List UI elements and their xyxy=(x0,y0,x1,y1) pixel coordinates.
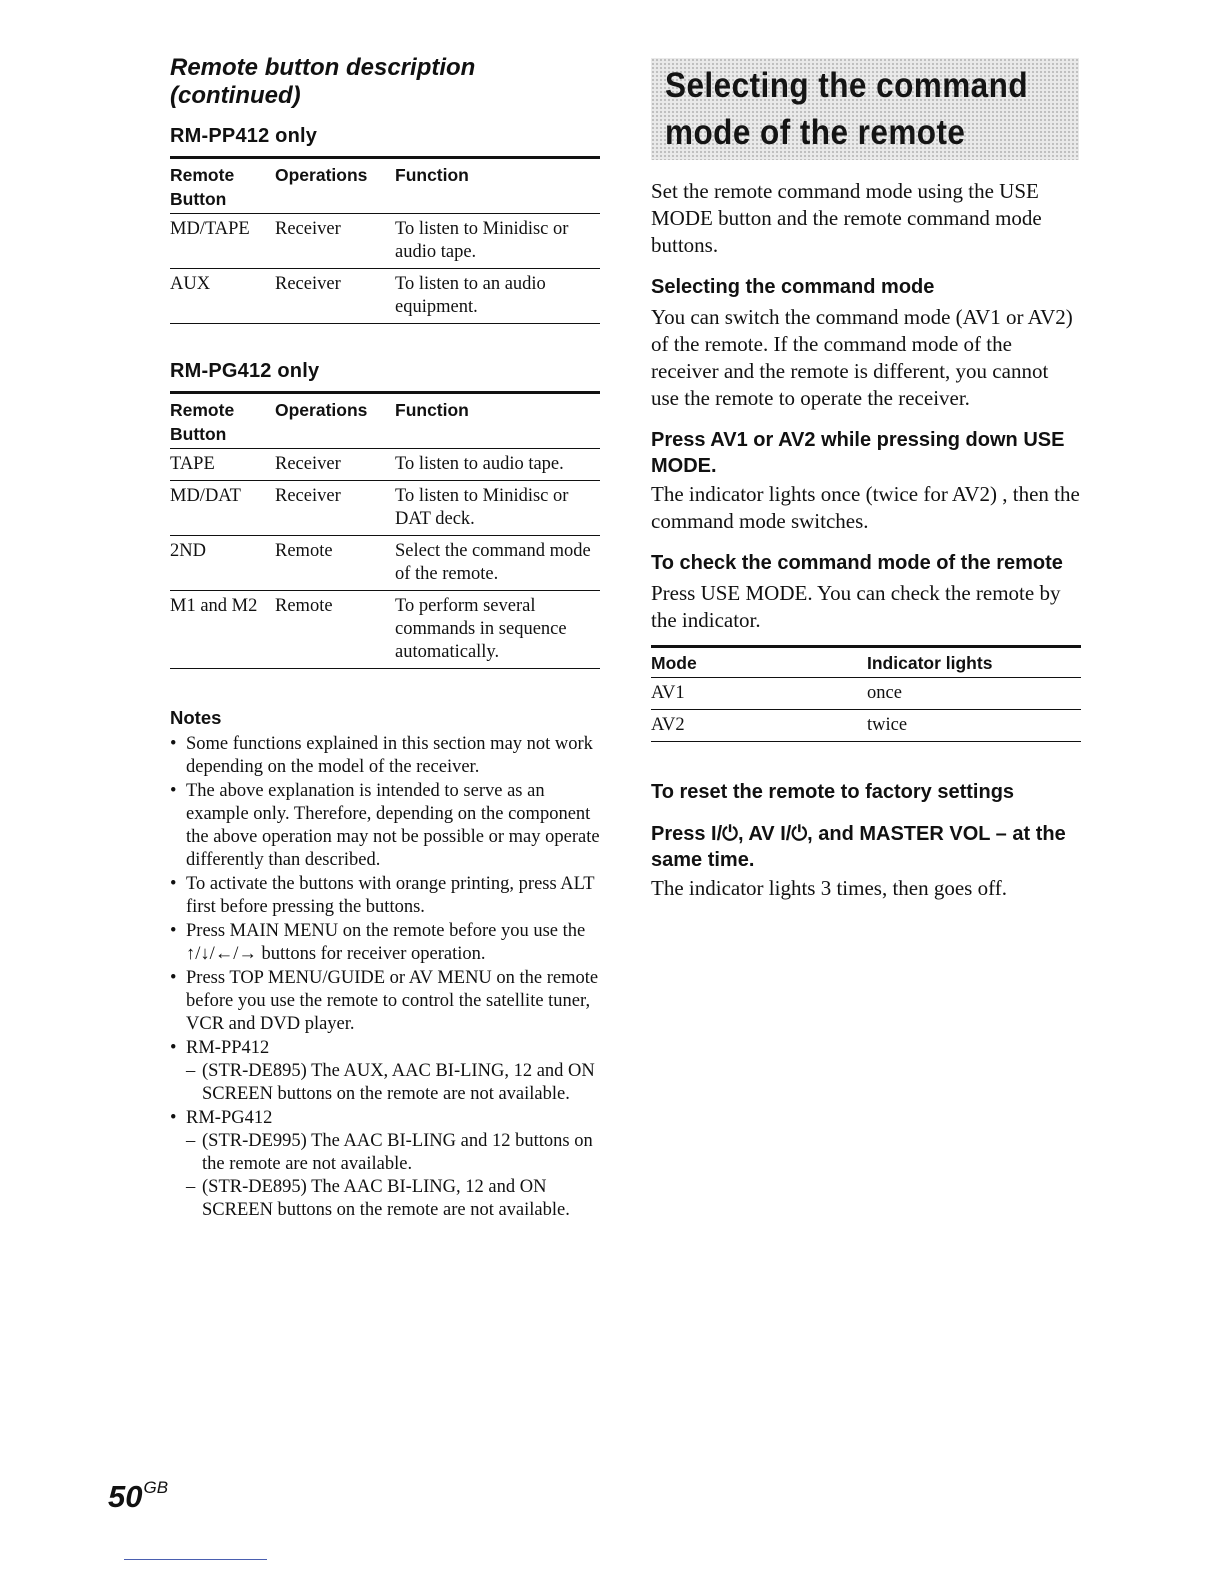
sub-note-item: – (STR-DE895) The AUX, AAC BI-LING, 12 and ON SCREEN buttons on the remote are not available. xyxy=(186,1060,600,1106)
cell: TAPE xyxy=(170,454,215,474)
page-number xyxy=(108,1470,168,1515)
cell: Receiver xyxy=(275,219,341,239)
sub-note-list xyxy=(186,1060,600,1106)
reset-text: The indicator lights 3 times, then goes off. xyxy=(651,876,1007,900)
cell: To listen to Minidisc or audio tape. xyxy=(395,219,569,262)
note-item-pp412 xyxy=(170,1037,600,1106)
section-header-banner xyxy=(651,58,1079,160)
col-header-function: Function xyxy=(395,165,469,185)
cell: Select the command mode of the remote. xyxy=(395,541,591,584)
table-row xyxy=(170,449,600,481)
page-number-suffix: GB xyxy=(143,1478,169,1497)
cell: Receiver xyxy=(275,486,341,506)
section-title-line2: (continued) xyxy=(170,82,301,109)
bottom-rule xyxy=(124,1559,267,1560)
table-header-row xyxy=(651,647,1081,678)
cell: To listen to Minidisc or DAT deck. xyxy=(395,486,569,529)
table-header-row xyxy=(170,158,600,214)
subheading-selecting-mode: Selecting the command mode xyxy=(651,276,935,298)
cell: twice xyxy=(867,715,908,735)
cell: To listen to audio tape. xyxy=(395,454,564,474)
step-av-mode: Press AV1 or AV2 while pressing down USE MODE. xyxy=(651,429,1065,477)
header-line1: Selecting the command xyxy=(665,66,1029,105)
table-row xyxy=(651,678,1081,710)
note-item: • Press MAIN MENU on the remote before you use the ↑/↓/←/→ buttons for receiver operation. xyxy=(170,920,600,966)
cell: Remote xyxy=(275,596,333,616)
rm-pg412-table xyxy=(170,391,600,669)
cell: AUX xyxy=(170,274,211,294)
step-av-mode-text: The indicator lights once (twice for AV2) , then the command mode switches. xyxy=(651,482,1080,533)
note-item-pg412 xyxy=(170,1107,600,1222)
cell: AV1 xyxy=(651,683,685,703)
note-item: • Press TOP MENU/GUIDE or AV MENU on the remote before you use the remote to control the satellite tuner, VCR and DVD player. xyxy=(170,967,600,1036)
right-column xyxy=(651,58,1081,902)
table-row xyxy=(170,481,600,536)
left-column xyxy=(170,54,600,1223)
check-mode-text: Press USE MODE. You can check the remote by the indicator. xyxy=(651,581,1061,632)
cell: To listen to an audio equipment. xyxy=(395,274,546,317)
intro-text: Set the remote command mode using the USE MODE button and the remote command mode buttons. xyxy=(651,179,1042,257)
note-item: • To activate the buttons with orange printing, press ALT first before pressing the buttons. xyxy=(170,873,600,919)
note-item-label: RM-PG412 xyxy=(186,1108,273,1128)
table-row xyxy=(170,591,600,669)
col-header-remote-button: Remote Button xyxy=(170,165,235,209)
col-header-mode: Mode xyxy=(651,653,697,673)
page-number-value: 50 xyxy=(108,1479,143,1514)
cell: Receiver xyxy=(275,454,341,474)
cell: MD/TAPE xyxy=(170,219,250,239)
col-header-function: Function xyxy=(395,400,469,420)
cell: Receiver xyxy=(275,274,341,294)
cell: Remote xyxy=(275,541,333,561)
cell: once xyxy=(867,683,902,703)
cell: M1 and M2 xyxy=(170,596,258,616)
cell: MD/DAT xyxy=(170,486,241,506)
mode-indicator-table xyxy=(651,645,1081,742)
cell: 2ND xyxy=(170,541,206,561)
notes-title: Notes xyxy=(170,707,222,728)
cell: AV2 xyxy=(651,715,685,735)
table-row xyxy=(170,536,600,591)
sub-note-item: – (STR-DE895) The AAC BI-LING, 12 and ON SCREEN buttons on the remote are not available. xyxy=(186,1176,600,1222)
section-header-text xyxy=(665,62,1028,156)
subheading-check-mode: To check the command mode of the remote xyxy=(651,552,1063,574)
note-item: • Some functions explained in this section may not work depending on the model of the receiver. xyxy=(170,733,600,779)
header-line2: mode of the remote xyxy=(665,113,966,152)
table-row xyxy=(170,269,600,324)
col-header-operations: Operations xyxy=(275,400,368,420)
table1-title: RM-PP412 only xyxy=(170,125,318,147)
section-title-line1: Remote button description xyxy=(170,54,476,81)
col-header-remote-button: Remote Button xyxy=(170,400,235,444)
subheading-reset: To reset the remote to factory settings xyxy=(651,781,1015,803)
table-row xyxy=(170,214,600,269)
col-header-operations: Operations xyxy=(275,165,368,185)
col-header-indicator: Indicator lights xyxy=(867,653,993,673)
section-title xyxy=(170,54,600,110)
table2-title: RM-PG412 only xyxy=(170,360,320,382)
step-reset: Press I/⏻, AV I/⏻, and MASTER VOL – at the same time. xyxy=(651,823,1066,871)
rm-pp412-table xyxy=(170,156,600,324)
note-item: • The above explanation is intended to serve as an example only. Therefore, depending on the component the above operation may not be possible or may operate differently than described. xyxy=(170,780,600,872)
notes-list xyxy=(170,733,600,1222)
cell: To perform several commands in sequence automatically. xyxy=(395,596,567,662)
note-item-label: RM-PP412 xyxy=(186,1038,270,1058)
sub-note-list xyxy=(186,1130,600,1222)
selecting-mode-text: You can switch the command mode (AV1 or AV2) of the remote. If the command mode of the receiver and the remote is different, you cannot use the remote to operate the receiver. xyxy=(651,305,1073,410)
table-row xyxy=(651,710,1081,742)
table-header-row xyxy=(170,393,600,449)
sub-note-item: – (STR-DE995) The AAC BI-LING and 12 buttons on the remote are not available. xyxy=(186,1130,600,1176)
